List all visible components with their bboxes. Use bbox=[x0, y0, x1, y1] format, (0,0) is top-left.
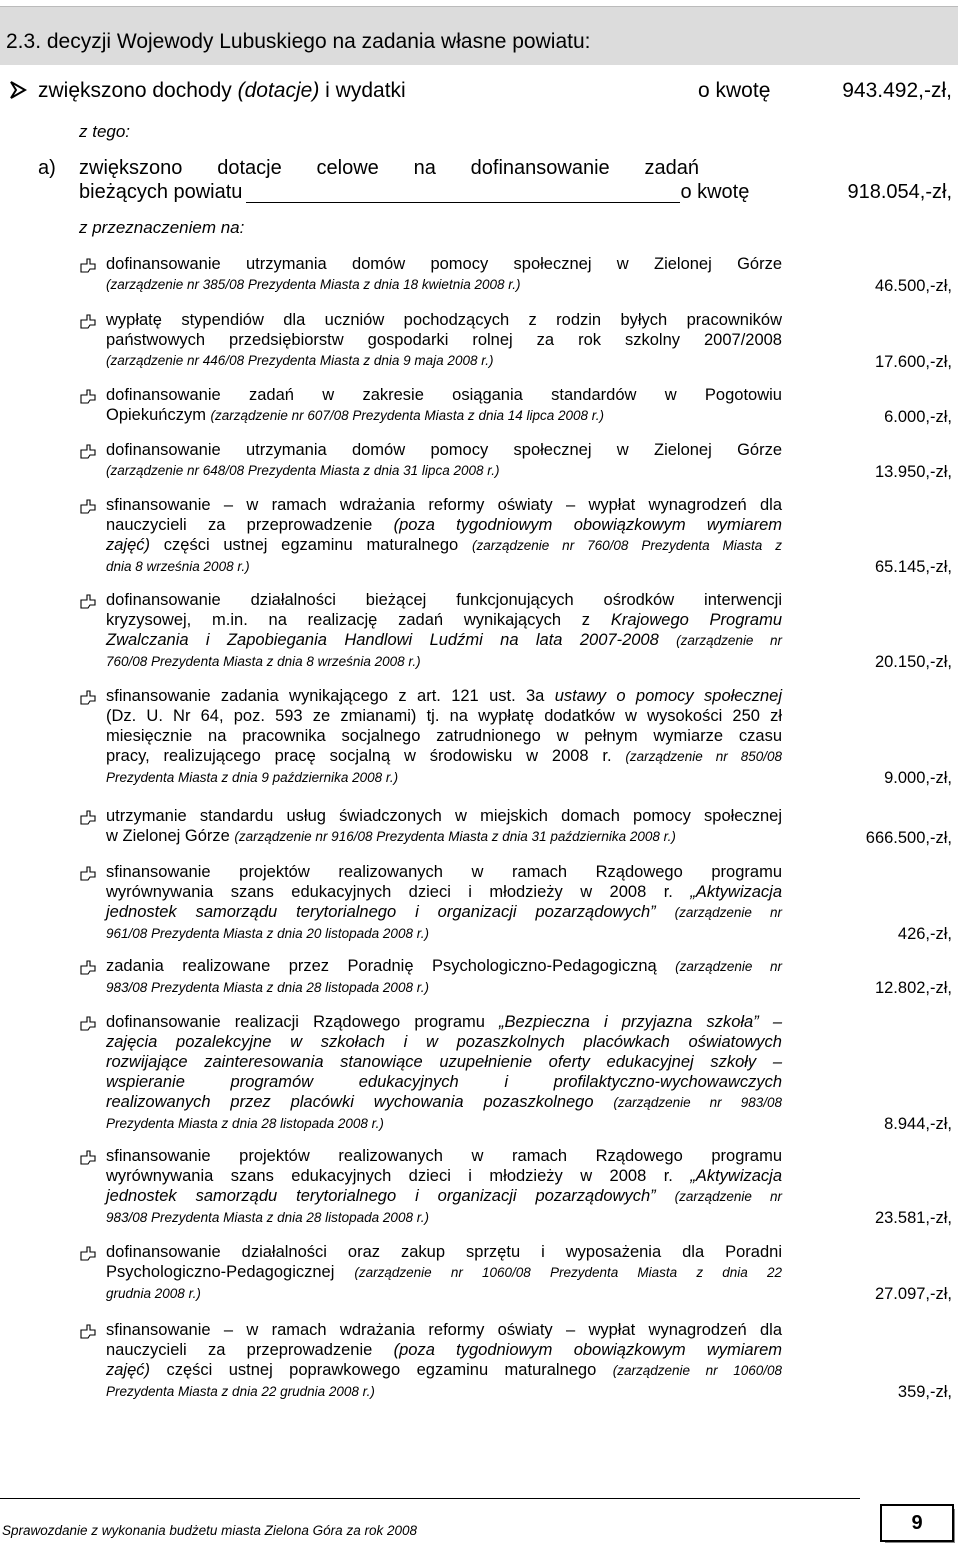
item-amount: 8.944,-zł, bbox=[884, 1115, 952, 1133]
plain-text: w Zielonej Górze bbox=[106, 827, 235, 845]
plain-text: nauczycieli za przeprowadzenie bbox=[106, 1341, 394, 1359]
page-number: 9 bbox=[880, 1504, 954, 1542]
item-line bbox=[106, 1360, 782, 1381]
pointing-hand-bullet-icon bbox=[79, 1244, 97, 1262]
decree-reference: (zarządzenie nr 983/08 bbox=[613, 1095, 782, 1110]
decree-reference: Prezydenta Miasta z dnia 22 grudnia 2008 r.) bbox=[106, 1384, 375, 1399]
item-amount: 46.500,-zł, bbox=[874, 277, 952, 295]
item-text bbox=[106, 1012, 782, 1134]
decree-reference: (zarządzenie nr 385/08 Prezydenta Miasta z dnia 18 kwietnia 2008 r.) bbox=[106, 277, 521, 292]
item-line bbox=[106, 610, 782, 630]
item-text bbox=[106, 254, 782, 295]
decree-reference: dnia 8 września 2008 r.) bbox=[106, 559, 250, 574]
section-title: 2.3. decyzji Wojewody Lubuskiego na zadania własne powiatu: bbox=[6, 30, 591, 53]
item-line bbox=[106, 630, 782, 651]
plain-text: utrzymanie standardu usług świadczonych w miejskich domach pomocy społecznej bbox=[106, 807, 782, 825]
item-text bbox=[106, 495, 782, 577]
z-tego-label: z tego: bbox=[79, 122, 131, 141]
item-text bbox=[106, 1146, 782, 1228]
section-a-amount: 918.054,-zł, bbox=[847, 181, 952, 203]
item-text bbox=[106, 440, 782, 481]
item-line bbox=[106, 706, 782, 726]
decree-reference: (zarządzenie nr bbox=[675, 959, 782, 974]
pointing-hand-bullet-icon bbox=[79, 592, 97, 610]
section-a-line1: zwiększono dotacje celowe na dofinansowanie zadań bbox=[79, 157, 699, 179]
section-a-marker: a) bbox=[38, 157, 56, 179]
pointing-hand-bullet-icon bbox=[79, 688, 97, 706]
item-line bbox=[106, 956, 782, 977]
item-line bbox=[106, 923, 782, 944]
item-amount: 426,-zł, bbox=[897, 925, 952, 943]
summary-amount: 943.492,-zł, bbox=[842, 79, 952, 102]
decree-reference: (zarządzenie nr bbox=[674, 1189, 782, 1204]
footer-rule bbox=[0, 1498, 860, 1499]
pointing-hand-bullet-icon bbox=[79, 808, 97, 826]
decree-reference: (zarządzenie nr 1060/08 bbox=[612, 1363, 782, 1378]
plain-text: zadania realizowane przez Poradnię Psychologiczno-Pedagogiczną bbox=[106, 957, 676, 975]
decree-reference: (zarządzenie nr bbox=[674, 905, 782, 920]
item-amount: 20.150,-zł, bbox=[874, 653, 952, 671]
decree-reference: (zarządzenie nr 1060/08 Prezydenta Miasta z dnia 22 bbox=[354, 1265, 782, 1280]
pointing-hand-bullet-icon bbox=[79, 442, 97, 460]
pointing-hand-bullet-icon bbox=[79, 1148, 97, 1166]
item-line bbox=[106, 1052, 782, 1072]
item-line bbox=[106, 1166, 782, 1186]
decree-reference: 983/08 Prezydenta Miasta z dnia 28 listopada 2008 r.) bbox=[106, 980, 429, 995]
plain-text: dofinansowanie działalności oraz zakup sprzętu i wyposażenia dla Poradni bbox=[106, 1243, 782, 1261]
item-line bbox=[106, 977, 782, 998]
decree-reference: (zarządzenie nr 850/08 bbox=[625, 749, 782, 764]
item-line bbox=[106, 535, 782, 556]
item-amount: 6.000,-zł, bbox=[884, 408, 952, 426]
item-line bbox=[106, 556, 782, 577]
item-line bbox=[106, 1242, 782, 1262]
plain-text: sfinansowanie zadania wynikającego z art. 121 ust. 3a bbox=[106, 687, 555, 705]
item-line bbox=[106, 310, 782, 330]
item-line bbox=[106, 385, 782, 405]
plain-text: wyrównywania szans edukacyjnych dzieci i młodzieży w 2008 r. bbox=[106, 883, 691, 901]
italic-text: jednostek samorządu terytorialnego i organizacji pozarządowych” bbox=[106, 903, 675, 921]
section-a-line2: bieżących powiatu o kwotę bbox=[79, 181, 750, 203]
item-amount: 13.950,-zł, bbox=[874, 463, 952, 481]
italic-text: „Aktywizacja bbox=[690, 1167, 782, 1185]
item-amount: 23.581,-zł, bbox=[874, 1209, 952, 1227]
item-text bbox=[106, 310, 782, 371]
italic-text: (poza tygodniowym obowiązkowym wymiarem bbox=[393, 516, 782, 534]
decree-reference: Prezydenta Miasta z dnia 28 listopada 2008 r.) bbox=[106, 1116, 384, 1131]
italic-text: (poza tygodniowym obowiązkowym wymiarem bbox=[393, 1341, 782, 1359]
decree-reference: (zarządzenie nr 916/08 Prezydenta Miasta z dnia 31 października 2008 r.) bbox=[234, 829, 676, 844]
item-line bbox=[106, 274, 782, 295]
item-line bbox=[106, 1186, 782, 1207]
item-line bbox=[106, 254, 782, 274]
plain-text: sfinansowanie – w ramach wdrażania reformy oświaty – wypłat wynagrodzeń dla bbox=[106, 1321, 782, 1339]
decree-reference: (zarządzenie nr 648/08 Prezydenta Miasta z dnia 31 lipca 2008 r.) bbox=[106, 463, 500, 478]
plain-text: kryzysowej, m.in. na realizację zadań wynikających z bbox=[106, 611, 611, 629]
pointing-hand-bullet-icon bbox=[79, 1322, 97, 1340]
pointing-hand-bullet-icon bbox=[79, 497, 97, 515]
item-line bbox=[106, 590, 782, 610]
italic-text: „Aktywizacja bbox=[690, 883, 782, 901]
plain-text: sfinansowanie projektów realizowanych w ramach Rządowego programu bbox=[106, 1147, 782, 1165]
item-line bbox=[106, 902, 782, 923]
plain-text: Opiekuńczym bbox=[106, 406, 211, 424]
item-text bbox=[106, 1320, 782, 1402]
item-line bbox=[106, 1146, 782, 1166]
summary-label: zwiększono dochody (dotacje) i wydatki bbox=[38, 79, 406, 102]
item-line bbox=[106, 1340, 782, 1360]
pointing-hand-bullet-icon bbox=[79, 1014, 97, 1032]
decree-reference: Prezydenta Miasta z dnia 9 października 2008 r.) bbox=[106, 770, 399, 785]
item-line bbox=[106, 515, 782, 535]
item-line bbox=[106, 862, 782, 882]
item-line bbox=[106, 767, 782, 788]
pointing-hand-bullet-icon bbox=[79, 387, 97, 405]
item-text bbox=[106, 385, 782, 426]
item-line bbox=[106, 405, 782, 426]
item-line bbox=[106, 1012, 782, 1032]
plain-text: miesięcznie na pracownika socjalnego zatrudnionego w pełnym wymiarze czasu bbox=[106, 727, 782, 745]
decree-reference: grudnia 2008 r.) bbox=[106, 1286, 201, 1301]
plain-text: dofinansowanie utrzymania domów pomocy społecznej w Zielonej Górze bbox=[106, 255, 782, 273]
decree-reference: (zarządzenie nr 607/08 Prezydenta Miasta z dnia 14 lipca 2008 r.) bbox=[210, 408, 605, 423]
decree-reference: 983/08 Prezydenta Miasta z dnia 28 listopada 2008 r.) bbox=[106, 1210, 429, 1225]
item-line bbox=[106, 882, 782, 902]
italic-text: zajęcia pozalekcyjne w szkołach i w pozaszkolnych placówkach oświatowych bbox=[106, 1033, 782, 1051]
item-amount: 17.600,-zł, bbox=[874, 353, 952, 371]
item-amount: 9.000,-zł, bbox=[884, 769, 952, 787]
underline-rule bbox=[246, 186, 680, 203]
item-text bbox=[106, 1242, 782, 1304]
plain-text: wyrównywania szans edukacyjnych dzieci i młodzieży w 2008 r. bbox=[106, 1167, 691, 1185]
plain-text: (Dz. U. Nr 64, poz. 593 ze zmianami) tj. na wypłatę dodatków w wysokości 250 zł bbox=[106, 707, 782, 725]
plain-text: dofinansowanie działalności bieżącej funkcjonujących ośrodków interwencji bbox=[106, 591, 782, 609]
plain-text: nauczycieli za przeprowadzenie bbox=[106, 516, 394, 534]
item-line bbox=[106, 1320, 782, 1340]
item-line bbox=[106, 1092, 782, 1113]
italic-text: „Bezpieczna i przyjazna szkoła” – bbox=[499, 1013, 782, 1031]
summary-o-kwote: o kwotę bbox=[698, 79, 771, 102]
item-line bbox=[106, 440, 782, 460]
item-line bbox=[106, 686, 782, 706]
decree-reference: (zarządzenie nr 760/08 Prezydenta Miasta z bbox=[471, 538, 782, 553]
pointing-hand-bullet-icon bbox=[79, 256, 97, 274]
item-text bbox=[106, 956, 782, 998]
item-amount: 65.145,-zł, bbox=[874, 558, 952, 576]
plain-text: dofinansowanie utrzymania domów pomocy społecznej w Zielonej Górze bbox=[106, 441, 782, 459]
plain-text: państwowych przedsiębiorstw gospodarki rolnej za rok szkolny 2007/2008 bbox=[106, 331, 782, 349]
arrow-bullet-icon bbox=[8, 79, 28, 105]
decree-reference: (zarządzenie nr bbox=[676, 633, 782, 648]
item-line bbox=[106, 1072, 782, 1092]
item-line bbox=[106, 350, 782, 371]
footer-text: Sprawozdanie z wykonania budżetu miasta Zielona Góra za rok 2008 bbox=[2, 1523, 417, 1538]
italic-text: zajęć) bbox=[106, 536, 151, 554]
item-line bbox=[106, 1262, 782, 1283]
italic-text: zajęć) bbox=[106, 1361, 151, 1379]
plain-text: pracy, realizującego pracę socjalną w środowisku w 2008 r. bbox=[106, 747, 626, 765]
plain-text: części ustnej poprawkowego egzaminu maturalnego bbox=[150, 1361, 613, 1379]
plain-text: części ustnej egzaminu maturalnego bbox=[150, 536, 472, 554]
item-line bbox=[106, 1032, 782, 1052]
item-line bbox=[106, 1113, 782, 1134]
decree-reference: 961/08 Prezydenta Miasta z dnia 20 listopada 2008 r.) bbox=[106, 926, 429, 941]
pointing-hand-bullet-icon bbox=[79, 958, 97, 976]
italic-text: realizowanych przez placówki wychowania pozaszkolnego bbox=[106, 1093, 614, 1111]
item-amount: 359,-zł, bbox=[897, 1383, 952, 1401]
plain-text: sfinansowanie – w ramach wdrażania reformy oświaty – wypłat wynagrodzeń dla bbox=[106, 496, 782, 514]
item-line bbox=[106, 826, 782, 847]
item-line bbox=[106, 330, 782, 350]
item-amount: 27.097,-zł, bbox=[874, 1285, 952, 1303]
item-line bbox=[106, 651, 782, 672]
purpose-label: z przeznaczeniem na: bbox=[79, 218, 245, 237]
item-amount: 666.500,-zł, bbox=[865, 829, 952, 847]
item-line bbox=[106, 1283, 782, 1304]
decree-reference: 760/08 Prezydenta Miasta z dnia 8 września 2008 r.) bbox=[106, 654, 421, 669]
pointing-hand-bullet-icon bbox=[79, 312, 97, 330]
item-line bbox=[106, 460, 782, 481]
plain-text: dofinansowanie zadań w zakresie osiągania standardów w Pogotowiu bbox=[106, 386, 782, 404]
item-text bbox=[106, 806, 782, 847]
item-line bbox=[106, 1207, 782, 1228]
item-line bbox=[106, 726, 782, 746]
plain-text: wypłatę stypendiów dla uczniów pochodzących z rodzin byłych pracowników bbox=[106, 311, 782, 329]
plain-text: dofinansowanie realizacji Rządowego programu bbox=[106, 1013, 500, 1031]
plain-text: Psychologiczno-Pedagogicznej bbox=[106, 1263, 355, 1281]
item-text bbox=[106, 862, 782, 944]
decree-reference: (zarządzenie nr 446/08 Prezydenta Miasta z dnia 9 maja 2008 r.) bbox=[106, 353, 494, 368]
item-line bbox=[106, 1381, 782, 1402]
italic-text: ustawy o pomocy społecznej bbox=[554, 687, 782, 705]
item-line bbox=[106, 746, 782, 767]
item-text bbox=[106, 590, 782, 672]
italic-text: rozwijające zainteresowania stanowiące uzupełnienie oferty edukacyjnej szkoły – bbox=[106, 1053, 782, 1071]
italic-text: Zwalczania i Zapobiegania Handlowi Ludźmi na lata 2007-2008 bbox=[106, 631, 677, 649]
italic-text: Krajowego Programu bbox=[610, 611, 782, 629]
plain-text: sfinansowanie projektów realizowanych w ramach Rządowego programu bbox=[106, 863, 782, 881]
italic-text: jednostek samorządu terytorialnego i organizacji pozarządowych” bbox=[106, 1187, 675, 1205]
item-line bbox=[106, 495, 782, 515]
italic-text: wspieranie programów edukacyjnych i profilaktyczno-wychowawczych bbox=[106, 1073, 782, 1091]
pointing-hand-bullet-icon bbox=[79, 864, 97, 882]
item-text bbox=[106, 686, 782, 788]
item-amount: 12.802,-zł, bbox=[874, 979, 952, 997]
item-line bbox=[106, 806, 782, 826]
